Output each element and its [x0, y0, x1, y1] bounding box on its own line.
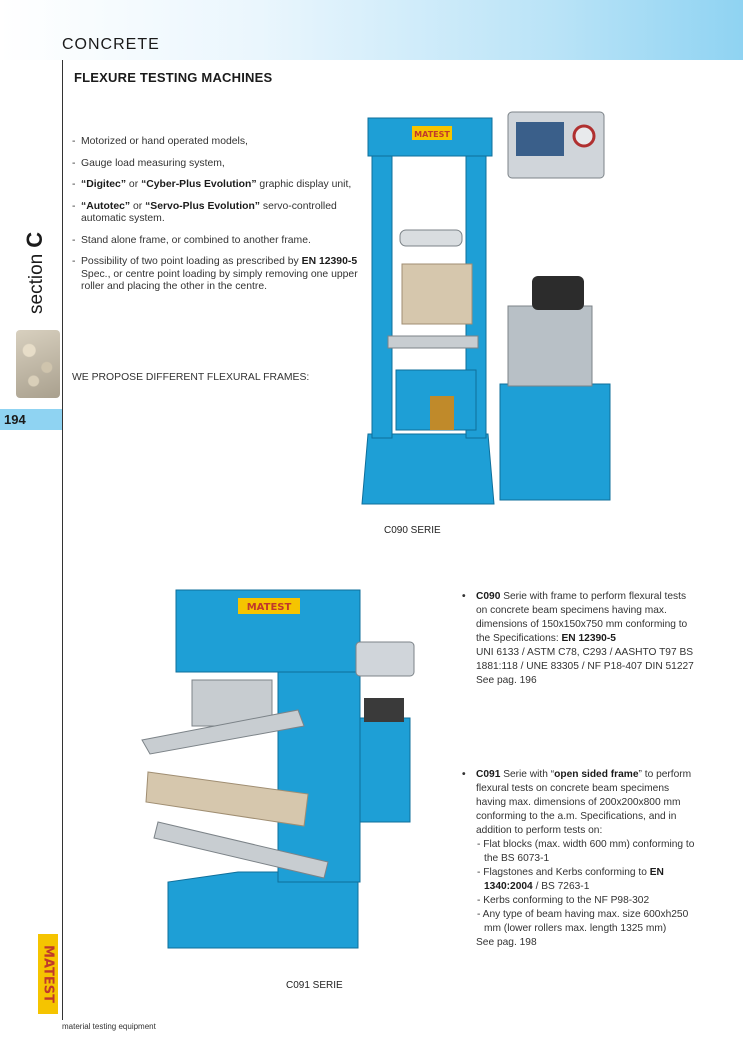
- c091-description: • C091 Serie with “open sided frame” to perform flexural tests on concrete beam specimens having max. dimensions of 200x200x800 mm conforming to the a.m. Specifications, and in addition to perform tests on: - Flat blocks (max. width 600 mm) conforming to the BS 6073-1 - Flagstones and Kerbs conforming to EN 1340:2004 / BS 7263-1 - Kerbs conforming to the NF P98-302 - Any type of beam having max. size 600xh250 mm (lower rollers max. length 1325 mm) See pag. 198: [476, 768, 698, 950]
- page-number: 194: [4, 412, 26, 427]
- section-letter: C: [22, 231, 47, 248]
- feature-list: [72, 136, 362, 303]
- feature-item: - Gauge load measuring system,: [72, 158, 362, 171]
- matest-logo: [38, 934, 58, 1014]
- feature-item: - “Digitec” or “Cyber-Plus Evolution” graphic display unit,: [72, 179, 362, 192]
- c091-machine-image: [128, 572, 428, 982]
- section-title: CONCRETE: [62, 36, 160, 53]
- c090-description: • C090 Serie with frame to perform flexural tests on concrete beam specimens having max. dimensions of 150x150x750 mm conforming to the Specifications: EN 12390-5 UNI 6133 / ASTM C78, C293 / AASHTO T97 BS 1881:118 / UNE 83305 / NF P18-407 DIN 51227 See pag. 196: [476, 590, 698, 688]
- c091-logo-text: MATEST: [246, 602, 292, 613]
- feature-item: - Motorized or hand operated models,: [72, 136, 362, 149]
- propose-text: WE PROPOSE DIFFERENT FLEXURAL FRAMES:: [72, 372, 310, 383]
- c090-code: C090: [476, 591, 501, 602]
- concrete-sample-thumbnail: [16, 330, 60, 398]
- c090-caption: C090 SERIE: [384, 525, 441, 536]
- page-heading: FLEXURE TESTING MACHINES: [74, 70, 273, 85]
- c090-see-page: See pag. 196: [476, 675, 537, 686]
- c091-caption: C091 SERIE: [286, 980, 343, 991]
- c091-code: C091: [476, 769, 501, 780]
- feature-item: - Possibility of two point loading as prescribed by EN 12390-5 Spec., or centre point loading by simply removing one upper roller and placing the other in the centre.: [72, 256, 362, 294]
- feature-item: - “Autotec” or “Servo-Plus Evolution” servo-controlled automatic system.: [72, 201, 362, 226]
- c090-standard: EN 12390-5: [561, 633, 616, 644]
- bullet-icon: •: [462, 591, 466, 602]
- c090-logo-text: MATEST: [414, 130, 450, 139]
- section-word: section: [26, 253, 47, 314]
- footer-tagline: material testing equipment: [62, 1022, 156, 1031]
- feature-item: - Stand alone frame, or combined to another frame.: [72, 235, 362, 248]
- c091-see-page: See pag. 198: [476, 937, 537, 948]
- margin-rule: [62, 60, 63, 1020]
- svg-text:MATEST: MATEST: [40, 945, 56, 1003]
- bullet-icon: •: [462, 769, 466, 780]
- c090-machine-image: [358, 84, 658, 514]
- section-side-label: [22, 232, 48, 314]
